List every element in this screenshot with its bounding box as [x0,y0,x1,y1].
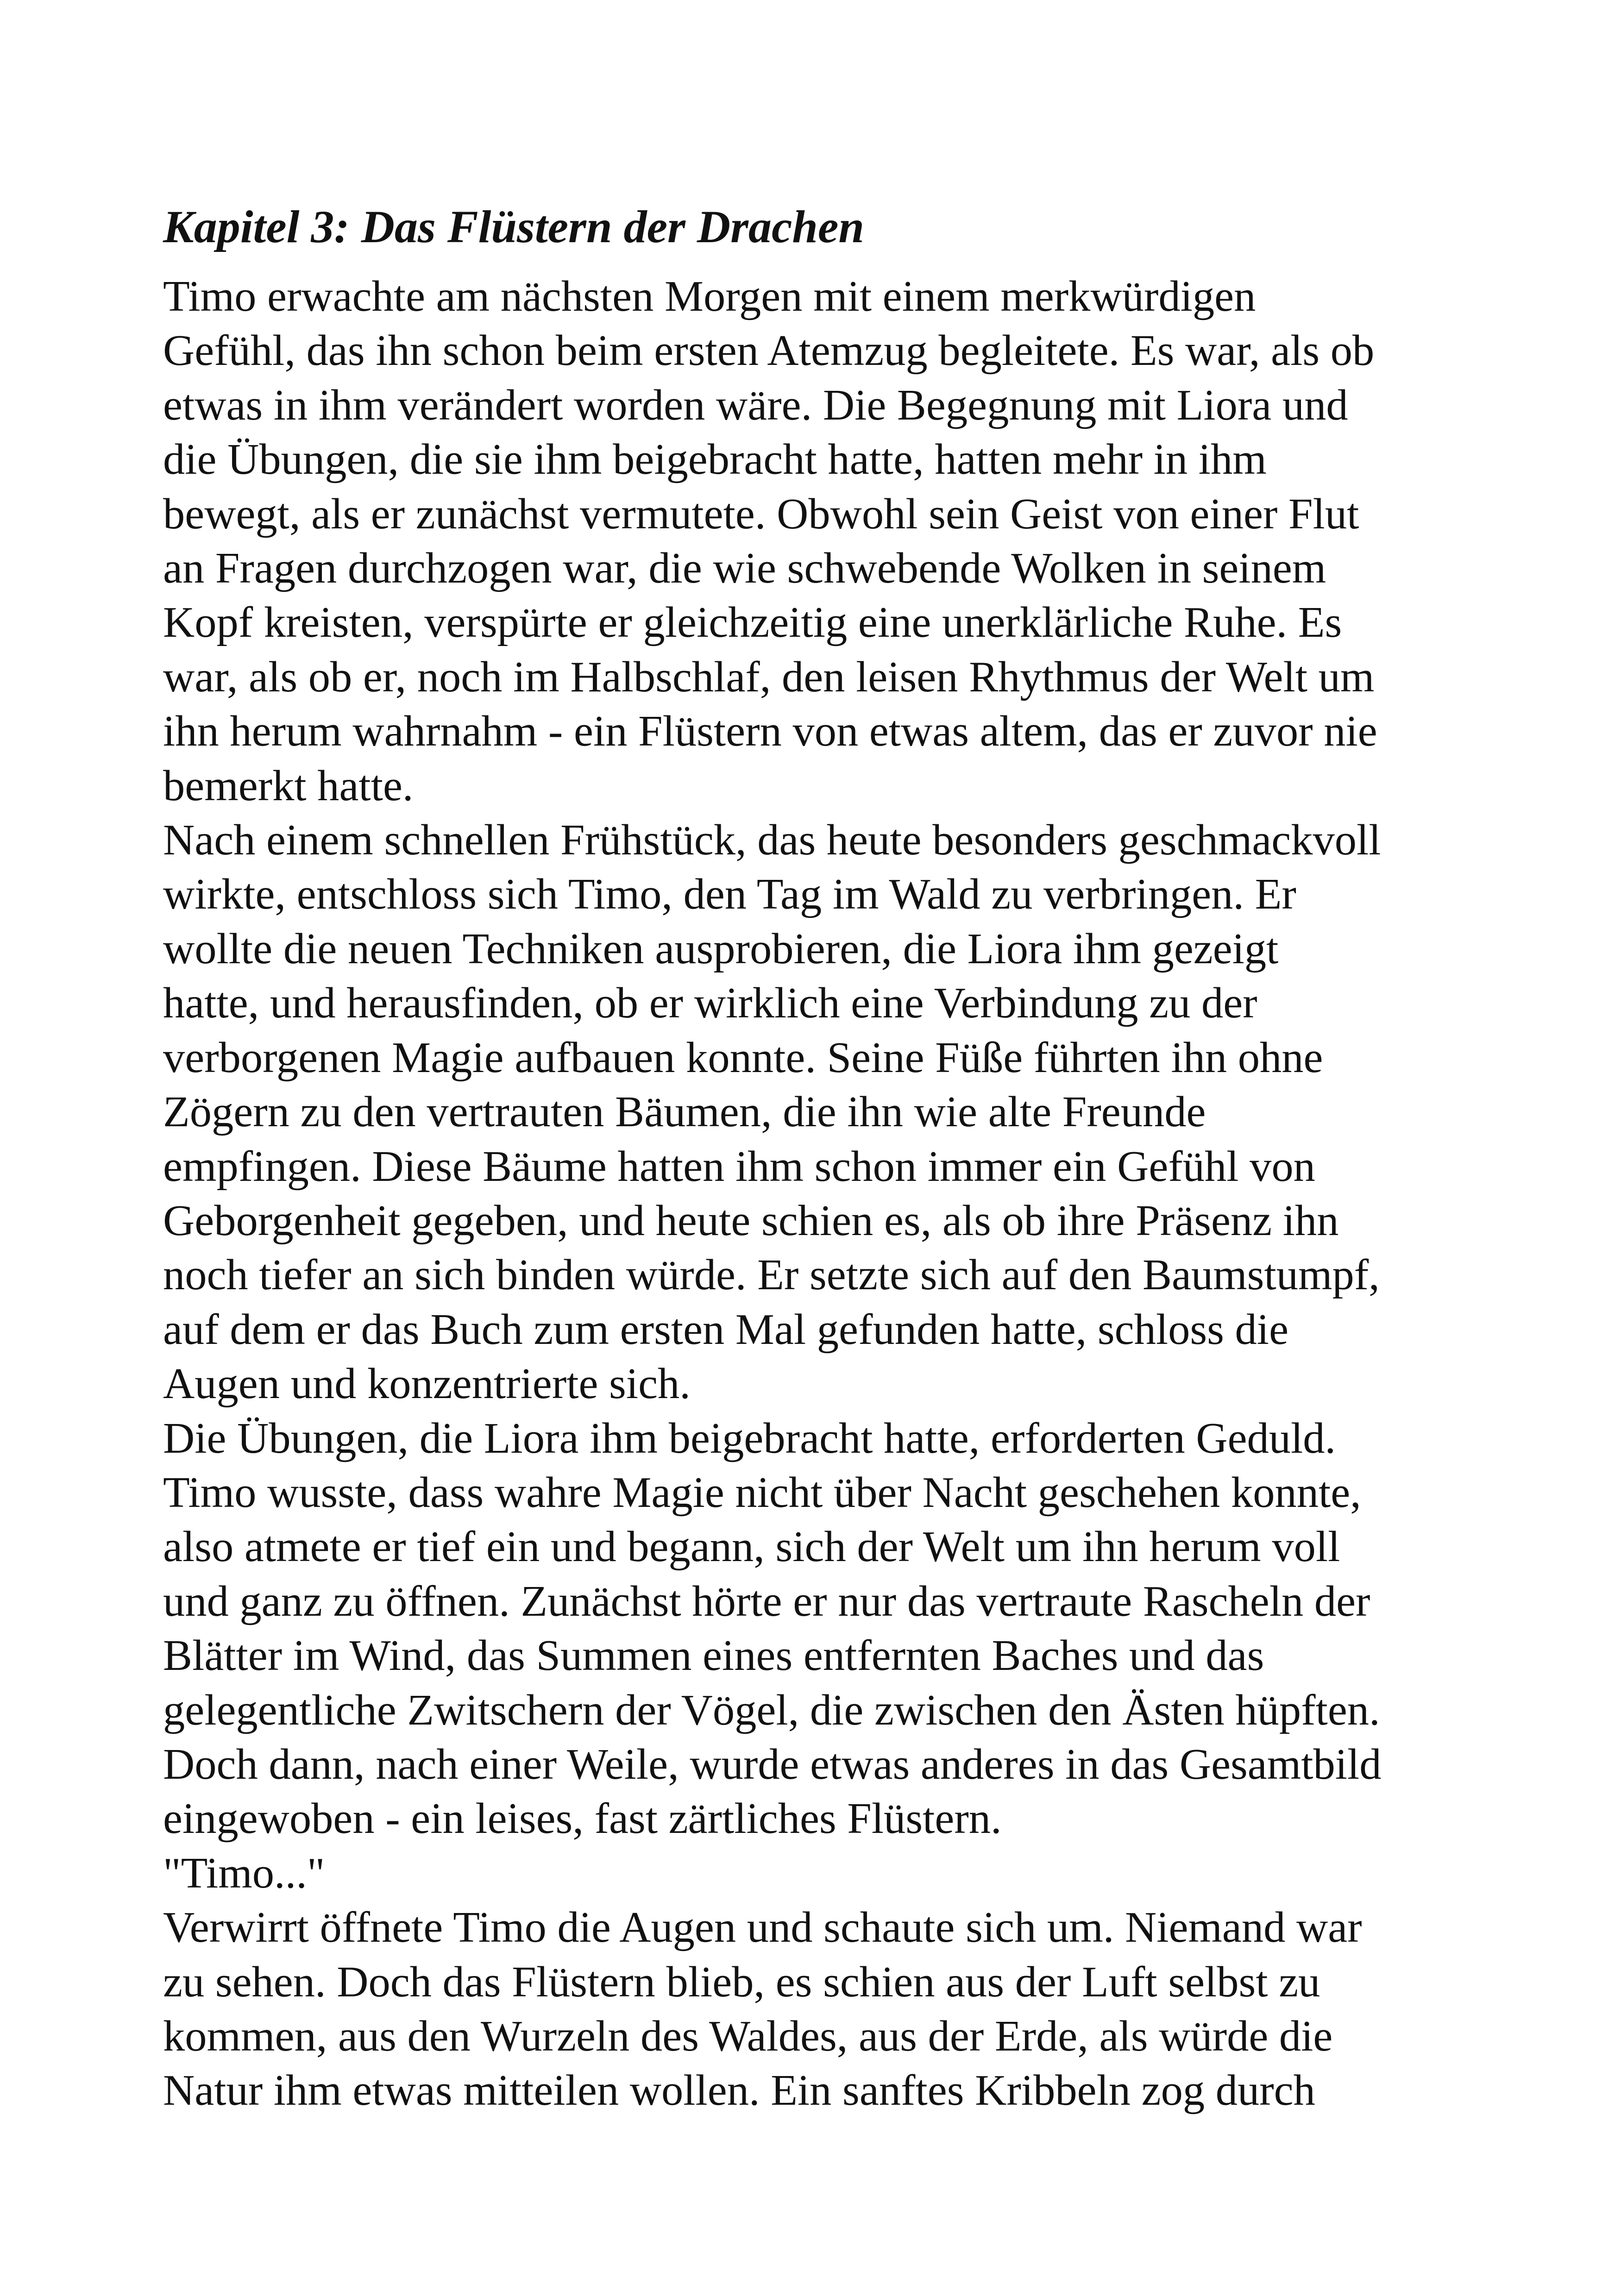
text-line: gelegentliche Zwitschern der Vögel, die zwischen den Ästen hüpften. [163,1686,1380,1734]
text-line: Doch dann, nach einer Weile, wurde etwas anderes in das Gesamtbild [163,1740,1382,1788]
text-line: Timo wusste, dass wahre Magie nicht über Nacht geschehen konnte, [163,1468,1361,1517]
text-line: Blätter im Wind, das Summen eines entfernten Baches und das [163,1631,1264,1680]
text-line: Kopf kreisten, verspürte er gleichzeitig eine unerklärliche Ruhe. Es [163,598,1342,647]
text-line: bemerkt hatte. [163,761,414,810]
text-line: zu sehen. Doch das Flüstern blieb, es schien aus der Luft selbst zu [163,1957,1320,2006]
text-line: eingewoben - ein leises, fast zärtliches Flüstern. [163,1794,1002,1843]
text-line: empfingen. Diese Bäume hatten ihm schon immer ein Gefühl von [163,1142,1315,1191]
text-line: die Übungen, die sie ihm beigebracht hatte, hatten mehr in ihm [163,435,1267,484]
text-line: also atmete er tief ein und begann, sich der Welt um ihn herum voll [163,1523,1340,1571]
text-line: Geborgenheit gegeben, und heute schien es, als ob ihre Präsenz ihn [163,1196,1339,1245]
text-line: Verwirrt öffnete Timo die Augen und schaute sich um. Niemand war [163,1903,1362,1952]
text-line: bewegt, als er zunächst vermutete. Obwohl sein Geist von einer Flut [163,489,1359,538]
text-line: Nach einem schnellen Frühstück, das heute besonders geschmackvoll [163,816,1381,865]
text-line: noch tiefer an sich binden würde. Er setzte sich auf den Baumstumpf, [163,1251,1380,1299]
text-line: Timo erwachte am nächsten Morgen mit einem merkwürdigen [163,272,1256,320]
text-line: Natur ihm etwas mitteilen wollen. Ein sanftes Kribbeln zog durch [163,2066,1315,2115]
text-line: kommen, aus den Wurzeln des Waldes, aus der Erde, als würde die [163,2012,1333,2060]
text-line: Zögern zu den vertrauten Bäumen, die ihn wie alte Freunde [163,1088,1206,1136]
chapter-title: Kapitel 3: Das Flüstern der Drachen [163,201,865,252]
page-content [163,199,1506,2118]
text-line: an Fragen durchzogen war, die wie schwebende Wolken in seinem [163,544,1326,593]
text-line: Gefühl, das ihn schon beim ersten Atemzug begleitete. Es war, als ob [163,326,1375,375]
text-line: ihn herum wahrnahm - ein Flüstern von etwas altem, das er zuvor nie [163,707,1377,756]
text-line: war, als ob er, noch im Halbschlaf, den leisen Rhythmus der Welt um [163,652,1375,701]
body-text [163,270,1506,2118]
text-line: hatte, und herausfinden, ob er wirklich eine Verbindung zu der [163,979,1257,1028]
text-line: Die Übungen, die Liora ihm beigebracht hatte, erforderten Geduld. [163,1414,1336,1462]
text-line: auf dem er das Buch zum ersten Mal gefunden hatte, schloss die [163,1305,1289,1354]
text-line: etwas in ihm verändert worden wäre. Die Begegnung mit Liora und [163,381,1348,429]
text-line: wirkte, entschloss sich Timo, den Tag im Wald zu verbringen. Er [163,870,1296,919]
text-line: verborgenen Magie aufbauen konnte. Seine Füße führten ihn ohne [163,1033,1323,1082]
text-line: und ganz zu öffnen. Zunächst hörte er nur das vertraute Rascheln der [163,1577,1370,1625]
text-line: wollte die neuen Techniken ausprobieren, die Liora ihm gezeigt [163,924,1279,973]
text-line: Augen und konzentrierte sich. [163,1360,691,1408]
text-line: "Timo..." [163,1849,325,1897]
